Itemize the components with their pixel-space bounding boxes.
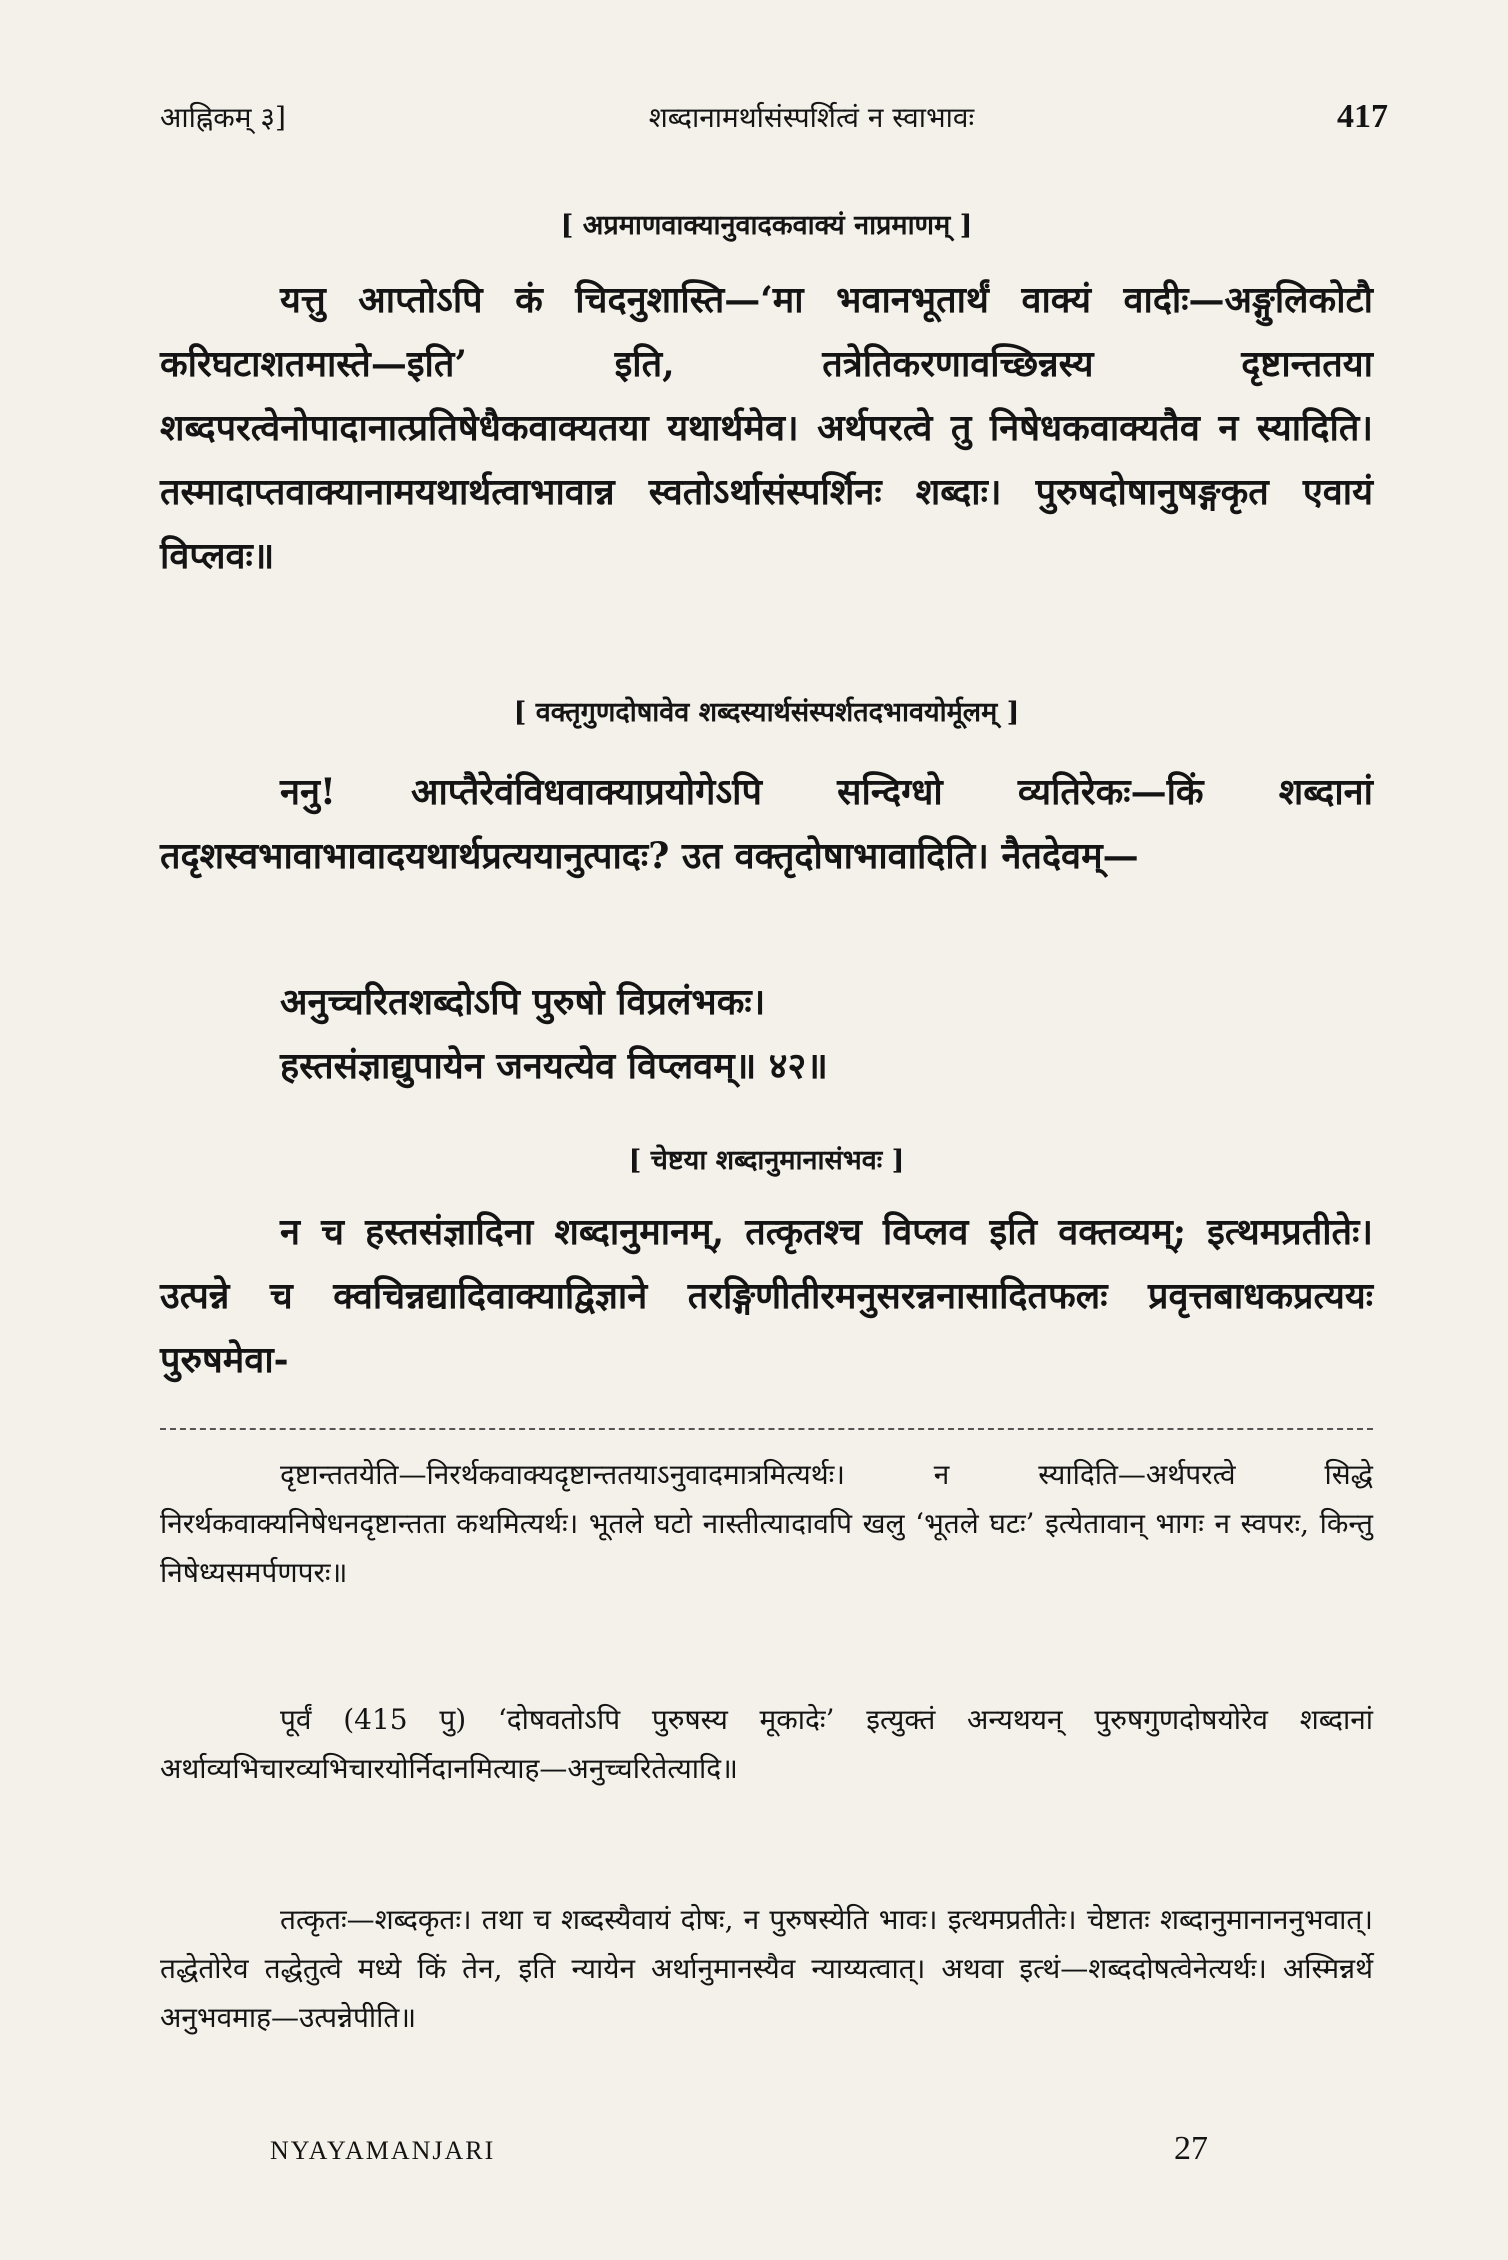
section-heading-1: [ अप्रमाणवाक्यानुवादकवाक्यं नाप्रमाणम् ] [560,210,973,241]
sheet-number: 27 [1174,2130,1208,2167]
paragraph-1 [160,268,1373,588]
verse-line-2: हस्तसंज्ञाद्युपायेन जनयत्येव विप्लवम्॥ ४२॥ [280,1045,828,1087]
section-heading-2: [ वक्तृगुणदोषावेव शब्दस्यार्थसंस्पर्शतदभावयोर्मूलम् ] [513,697,1020,728]
paragraph-1-text: यत्तु आप्तोऽपि कं चिदनुशास्ति—‘मा भवानभूतार्थं वाक्यं वादीः—अङ्गुलिकोटौ करिघटाशतमास्ते—इति’ इति, तत्रेतिकरणावच्छिन्नस्य दृष्टान्ततया शब्दपरत्वेनोपादानात्प्रतिषेधैकवाक्यतया यथार्थमेव। अर्थपरत्वे तु निषेधकवाक्यतैव न स्यादिति। तस्मादाप्तवाक्यानामयथार्थत्वाभावान्न स्वतोऽर्थासंस्पर्शिनः शब्दाः। पुरुषदोषानुषङ्गकृत एवायं विप्लवः॥ [160,279,1373,577]
footnote-3-text: तत्कृतः—शब्दकृतः। तथा च शब्दस्यैवायं दोषः, न पुरुषस्येति भावः। इत्थमप्रतीतेः। चेष्टातः शब्दानुमानाननुभवात्। तद्धेतोरेव तद्धेतुत्वे मध्ये किं तेन, इति न्यायेन अर्थानुमानस्यैव न्याय्यत्वात्। अथवा इत्थं—शब्ददोषत्वेनेत्यर्थः। अस्मिन्नर्थे अनुभवमाह—उत्पन्नेपीति॥ [160,1903,1373,2034]
paragraph-3 [160,1200,1373,1392]
footnote-2 [160,1695,1373,1793]
footnote-3 [160,1895,1373,2042]
paragraph-3-text: न च हस्तसंज्ञादिना शब्दानुमानम्, तत्कृतश्च विप्लव इति वक्तव्यम्; इत्थमप्रतीतेः। उत्पन्ने च क्वचिन्नद्यादिवाक्याद्विज्ञाने तरङ्गिणीतीरमनुसरन्ननासादितफलः प्रवृत्तबाधकप्रत्ययः पुरुषमेवा- [160,1211,1373,1381]
footnote-1-text: दृष्टान्ततयेति—निरर्थकवाक्यदृष्टान्ततयाऽनुवादमात्रमित्यर्थः। न स्यादिति—अर्थपरत्वे सिद्धे निरर्थकवाक्यनिषेधनदृष्टान्तता कथमित्यर्थः। भूतले घटो नास्तीत्यादावपि खलु ‘भूतले घटः’ इत्येतावान् भागः न स्वपरः, किन्तु निषेध्यसमर्पणपरः॥ [160,1458,1373,1589]
page-number: 417 [1337,98,1388,135]
page-footer [270,2130,1208,2168]
chapter-label: आह्निकम् ३] [160,101,286,134]
running-title: शब्दानामर्थासंस्पर्शित्वं न स्वाभावः [648,101,975,134]
paragraph-2-text: ननु! आप्तैरेवंविधवाक्याप्रयोगेऽपि सन्दिग्धो व्यतिरेकः—किं शब्दानां तदृशस्वभावाभावादयथार्थप्रत्ययानुत्पादः? उत वक्तृदोषाभावादिति। नैतदेवम्— [160,771,1373,877]
footnote-1 [160,1450,1373,1597]
verse-line-1: अनुच्चरितशब्दोऽपि पुरुषो विप्रलंभकः। [280,981,766,1023]
footnote-2-text: पूर्वं (415 पु) ‘दोषवतोऽपि पुरुषस्य मूकादेः’ इत्युक्तं अन्यथयन् पुरुषगुणदोषयोरेव शब्दानां अर्थाव्यभिचारव्यभिचारयोर्निदानमित्याह—अनुच्चरितेत्यादि॥ [160,1703,1373,1785]
paragraph-2 [160,760,1373,888]
verse-42 [280,970,1373,1098]
running-head [160,98,1388,138]
footnote-separator [160,1428,1373,1430]
printer-signature: NYAYAMANJARI [270,2136,496,2165]
section-heading-3: [ चेष्टया शब्दानुमानासंभवः ] [628,1145,905,1176]
